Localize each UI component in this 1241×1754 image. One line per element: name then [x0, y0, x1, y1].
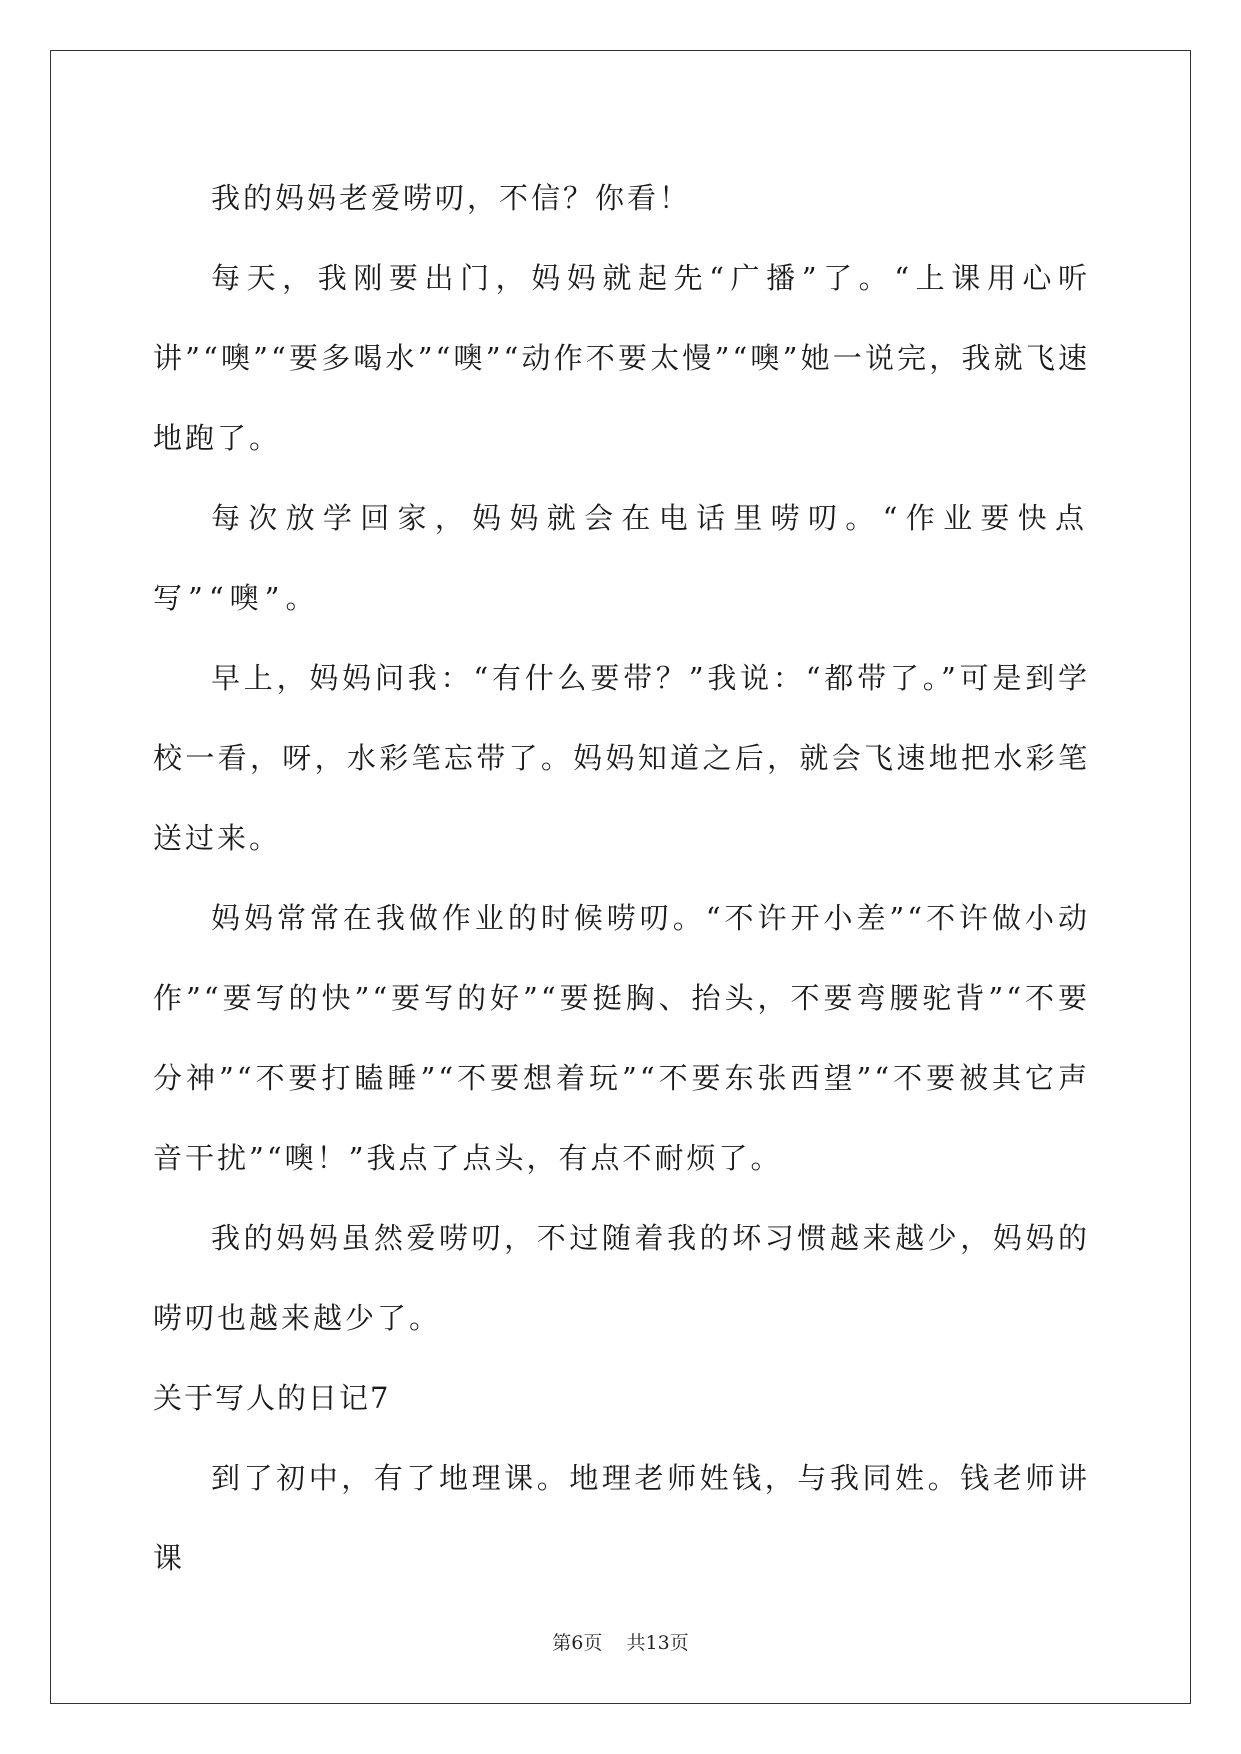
- paragraph-6: 我的妈妈虽然爱唠叨，不过随着我的坏习惯越来越少，妈妈的唠叨也越来越少了。: [153, 1221, 1090, 1335]
- page-number: 第6页: [552, 1632, 603, 1654]
- section-heading: 关于写人的日记7: [153, 1381, 391, 1415]
- paragraph-3: 每次放学回家，妈妈就会在电话里唠叨。“作业要快点写”“噢”。: [153, 501, 1090, 615]
- page-total: 共13页: [626, 1632, 689, 1654]
- paragraph-5: 妈妈常常在我做作业的时候唠叨。“不许开小差”“不许做小动作”“要写的快”“要写的好”“要挺胸、抬头，不要弯腰驼背”“不要分神”“不要打瞌睡”“不要想着玩”“不要东张西望”“不要被其它声音干扰”“噢！”我点了点头，有点不耐烦了。: [153, 901, 1090, 1175]
- paragraph-4: 早上，妈妈问我：“有什么要带？”我说：“都带了。”可是到学校一看，呀，水彩笔忘带了。妈妈知道之后，就会飞速地把水彩笔送过来。: [153, 661, 1090, 855]
- page-footer: [0, 1628, 1241, 1655]
- document-body: [153, 158, 1090, 1598]
- paragraph-1: 我的妈妈老爱唠叨，不信？你看！: [211, 181, 692, 215]
- paragraph-2: 每天，我刚要出门，妈妈就起先“广播”了。“上课用心听讲”“噢”“要多喝水”“噢”“动作不要太慢”“噢”她一说完，我就飞速地跑了。: [153, 261, 1090, 455]
- paragraph-7: 到了初中，有了地理课。地理老师姓钱，与我同姓。钱老师讲课: [153, 1461, 1090, 1575]
